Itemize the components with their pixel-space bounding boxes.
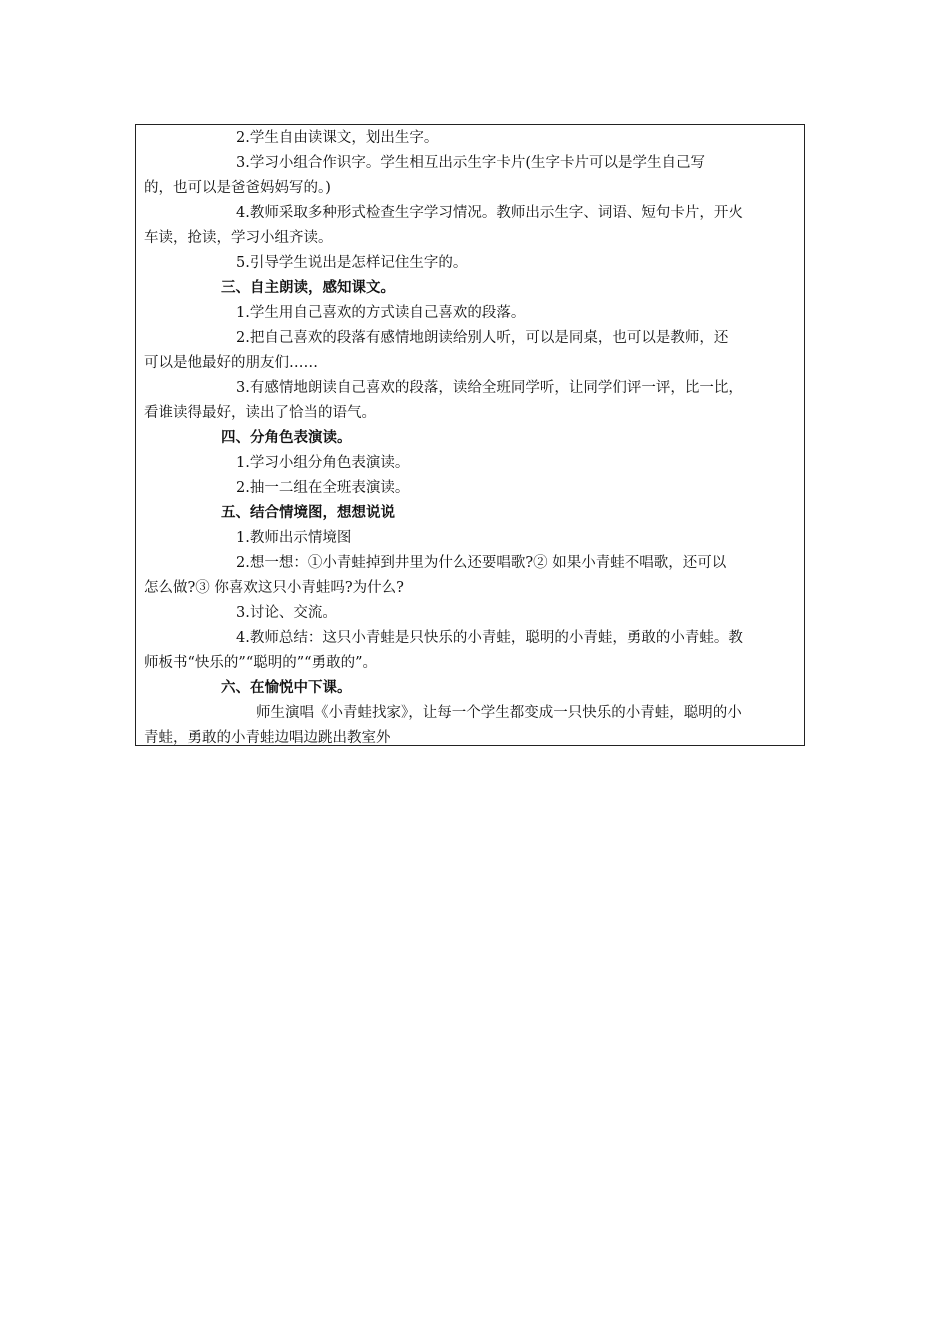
lesson-plan-table-cell: [135, 124, 805, 746]
section-5-item-4: 4.教师总结：这只小青蛙是只快乐的小青蛙，聪明的小青蛙，勇敢的小青蛙。教: [236, 630, 743, 646]
section-5-item-1: 1.教师出示情境图: [236, 530, 352, 546]
section-6-body-cont: 青蛙，勇敢的小青蛙边唱边跳出教室外: [144, 730, 391, 746]
section-3-item-3: 3.有感情地朗读自己喜欢的段落，读给全班同学听，让同学们评一评，比一比，: [236, 380, 743, 396]
section-5-item-2: 2.想一想：①小青蛙掉到井里为什么还要唱歌?② 如果小青蛙不唱歌，还可以: [236, 555, 727, 571]
step-4-teacher-check: 4.教师采取多种形式检查生字学习情况。教师出示生字、词语、短句卡片，开火: [236, 205, 743, 221]
section-6-heading: 六、在愉悦中下课。: [221, 680, 352, 696]
section-3-item-2: 2.把自己喜欢的段落有感情地朗读给别人听，可以是同桌，也可以是教师，还: [236, 330, 729, 346]
section-5-item-3: 3.讨论、交流。: [236, 605, 337, 621]
section-4-item-1: 1.学习小组分角色表演读。: [236, 455, 410, 471]
section-3-heading: 三、自主朗读，感知课文。: [221, 280, 395, 296]
step-4-teacher-check-cont: 车读，抢读，学习小组齐读。: [144, 230, 333, 246]
step-3-group-literacy-cont: 的，也可以是爸爸妈妈写的。): [144, 180, 331, 196]
section-5-item-2-cont: 怎么做?③ 你喜欢这只小青蛙吗?为什么?: [144, 580, 404, 596]
section-4-item-2: 2.抽一二组在全班表演读。: [236, 480, 410, 496]
section-4-heading: 四、分角色表演读。: [221, 430, 352, 446]
section-5-heading: 五、结合情境图，想想说说: [221, 505, 395, 521]
section-3-item-1: 1.学生用自己喜欢的方式读自己喜欢的段落。: [236, 305, 526, 321]
step-5-memory-guide: 5.引导学生说出是怎样记住生字的。: [236, 255, 468, 271]
section-5-item-4-cont: 师板书“快乐的”“聪明的”“勇敢的”。: [144, 655, 377, 671]
section-3-item-3-cont: 看谁读得最好，读出了恰当的语气。: [144, 405, 376, 421]
step-2-free-reading: 2.学生自由读课文，划出生字。: [236, 130, 439, 146]
section-6-body: 师生演唱《小青蛙找家》，让每一个学生都变成一只快乐的小青蛙，聪明的小: [256, 705, 742, 721]
section-3-item-2-cont: 可以是他最好的朋友们……: [144, 355, 318, 371]
step-3-group-literacy: 3.学习小组合作识字。学生相互出示生字卡片(生字卡片可以是学生自己写: [236, 155, 705, 171]
